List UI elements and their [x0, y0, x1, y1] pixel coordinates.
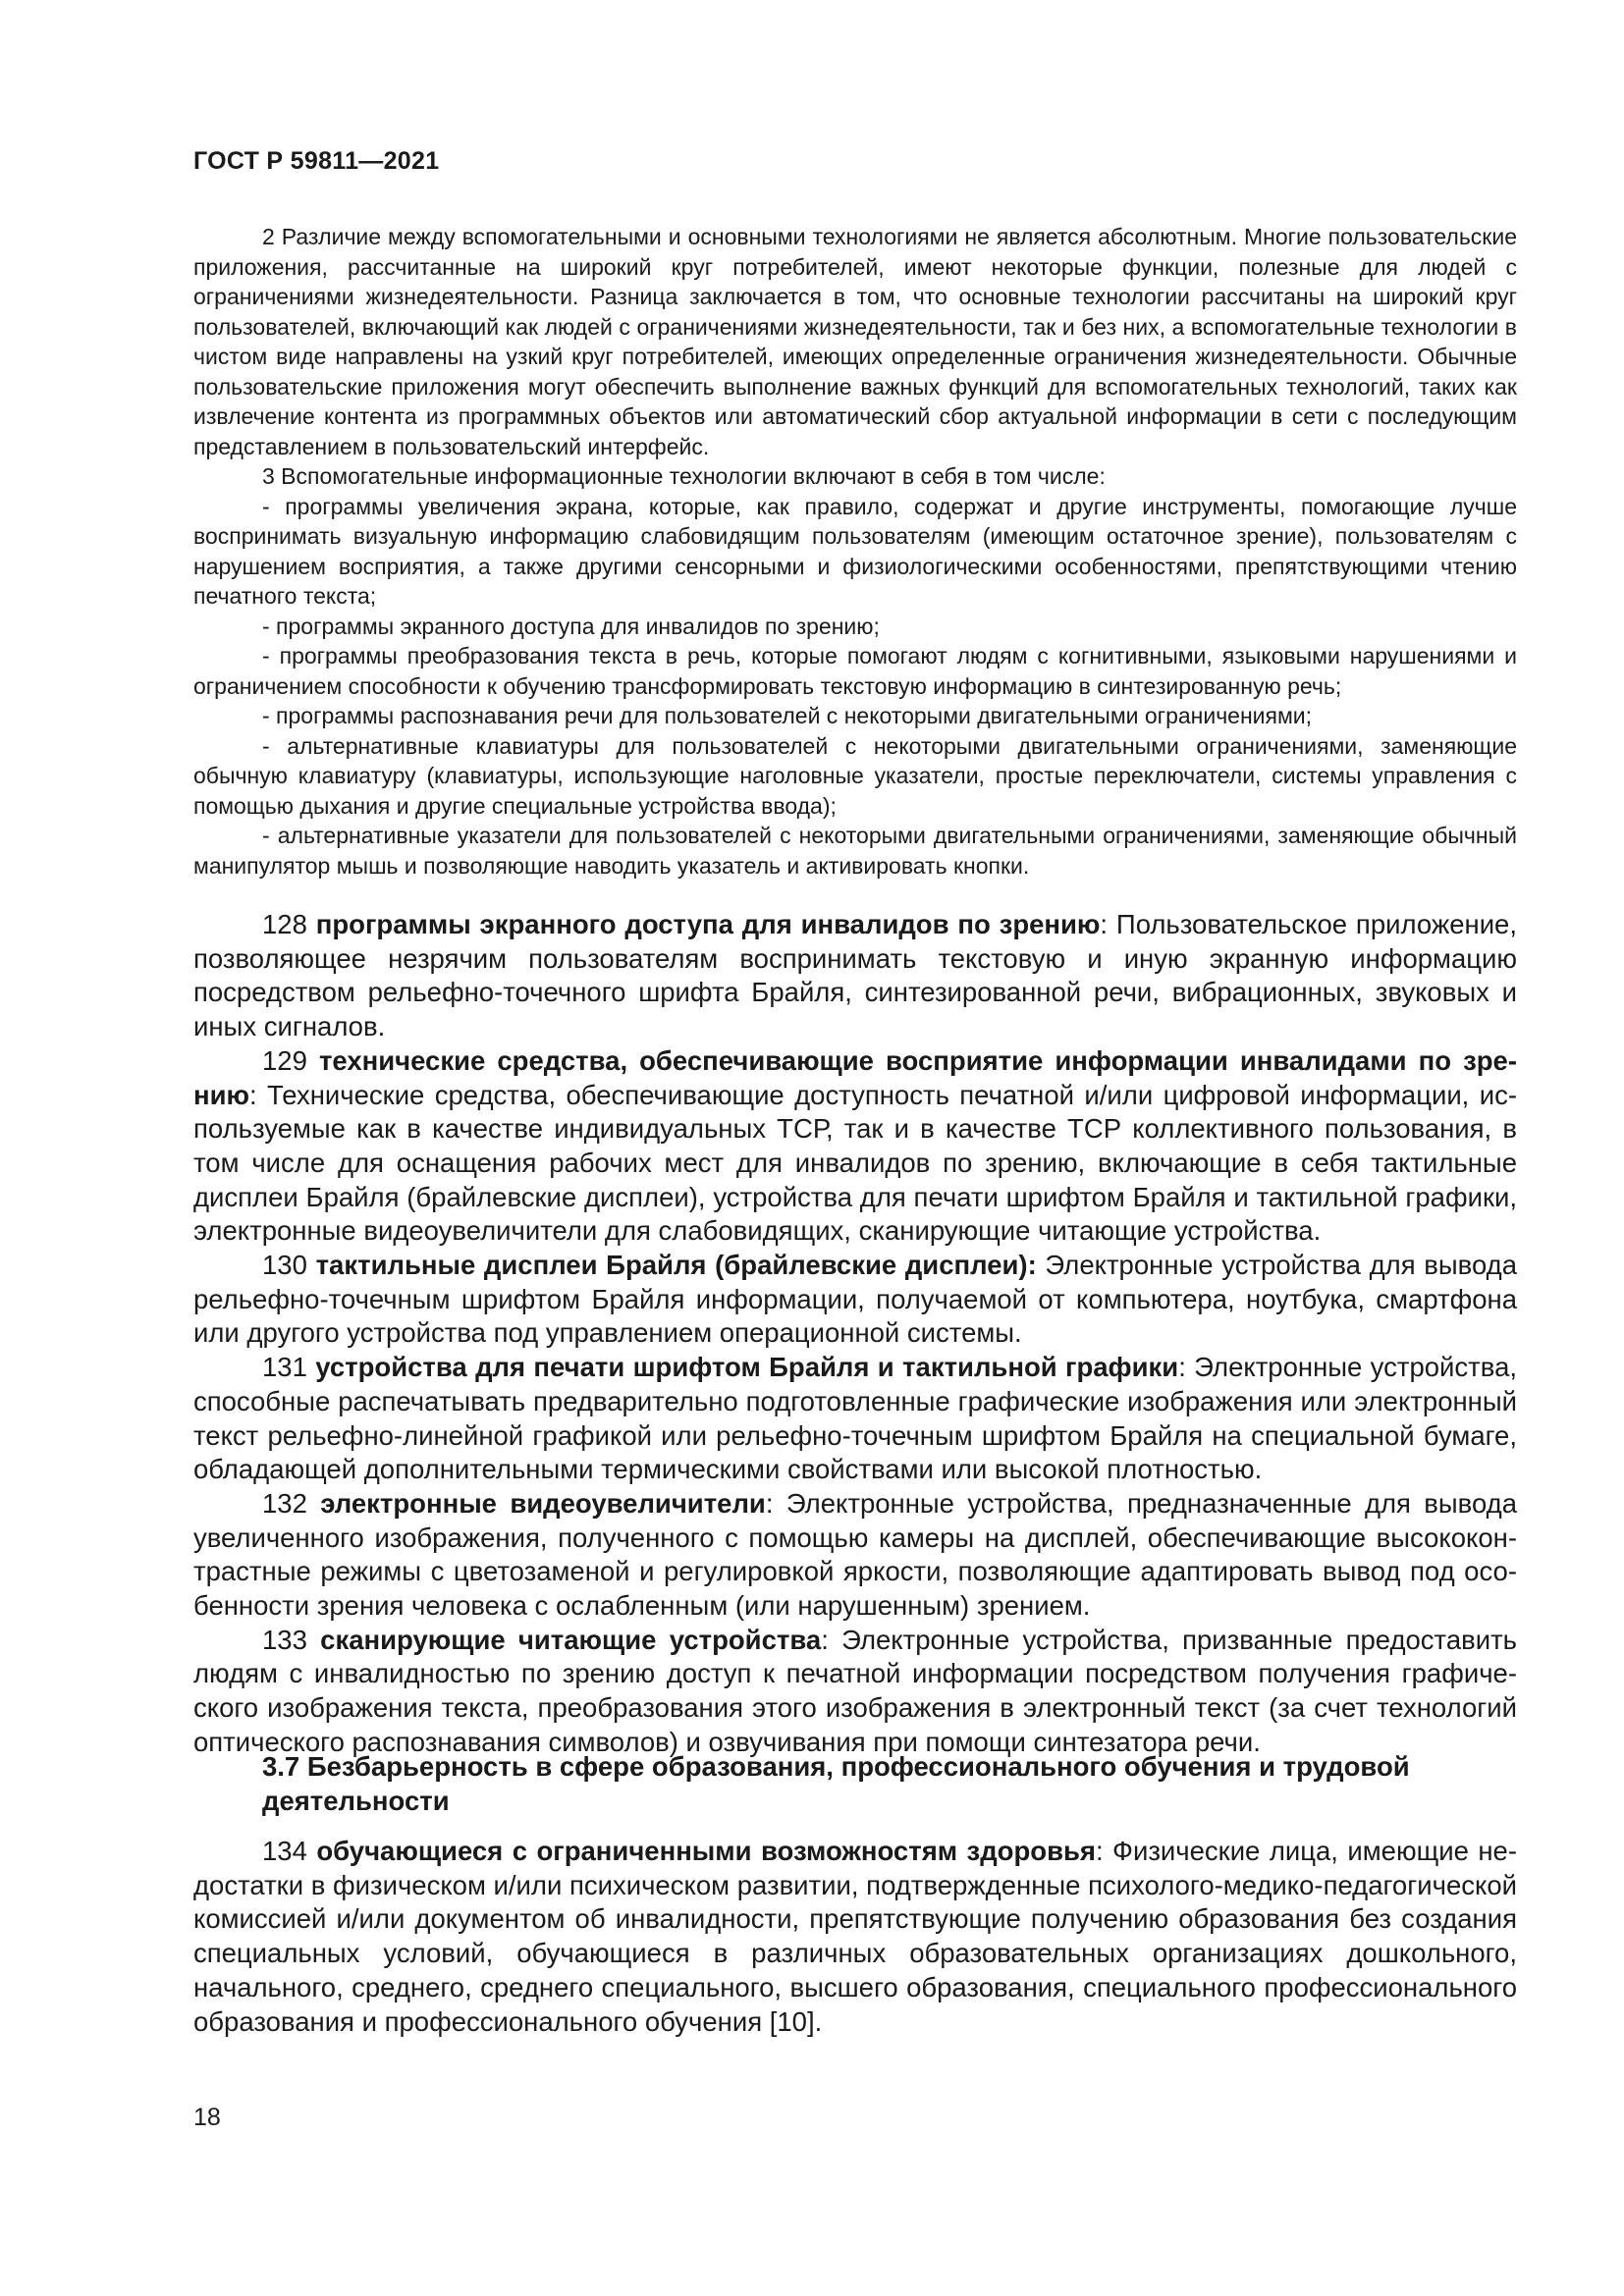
term-entry-132: [193, 1487, 1517, 1624]
term-definition: : Электронные устройства, способные распечатывать предварительно подготовленные графические изображения или электронный текст рельефно-линейной графикой или рельефно-точечным шрифтом Брайля на специальной бумаге, обладающей дополнительными термическими свойствами или высокой плотностью.: [193, 1352, 1517, 1485]
term-entry-131: [193, 1351, 1517, 1487]
term-definition: : Технические средства, обеспечивающие доступность печатной и/или цифровой информации, используемые как в качестве индивидуальных ТСР, так и в качестве ТСР коллективного пользования, в том числе для оснащения рабочих мест для инвалидов по зрению, включающие в себя тактильные дисплеи Брайля (брайлевские дисплеи), устройства для печати шрифтом Брайля и тактильной графики, электронные видеоувеличители для слабовидящих, сканирующие читающие устройства.: [193, 1079, 1517, 1247]
term-name: тактильные дисплеи Брайля (брайлевские дисплеи):: [315, 1250, 1037, 1281]
term-definition: : Пользовательское приложение, позволяющее незрячим пользователям воспринимать текстовую и иную экранную информацию посредством рельефно-точечного шрифта Брайля, синтезированной речи, вибрационных, звуковых и иных сигналов.: [193, 909, 1517, 1042]
page-number: 18: [193, 2104, 221, 2131]
note-3-item: - программы преобразования текста в речь, которые помогают людям с когнитивными, языковыми нарушениями и ограничением способности к обучению трансформировать текстовую информацию в синтезированную речь;: [193, 643, 1517, 699]
note-2: 2 Различие между вспомогательными и основными технологиями не является абсолютным. Многие пользовательские приложения, рассчитанные на широкий круг потребителей, имеют некоторые функции, полезные для людей с ограничениями жизнедеятельности. Разница заключается в том, что основные технологии рассчитаны на широкий круг пользователей, включающий как людей с ограничениями жизнедеятельности, так и без них, а вспомогательные технологии в чистом виде направлены на узкий круг потребителей, имеющих определенные ограничения жизнедеятельности. Обычные пользовательские приложения могут обеспечить выполнение важных функций для вспомогательных технологий, таких как извлечение контента из программных объектов или автоматический сбор актуальной информации в сети с последующим представлением в пользовательский интерфейс.: [193, 224, 1517, 459]
term-definition: : Физические лица, имеющие недостатки в физическом и/или психическом развитии, подтвержденные психолого-медико-педагогической комиссией и/или документом об инвалидности, препятствующие получению образования без создания специальных условий, обучающиеся в различных образовательных организациях дошкольного, начального, среднего, среднего специального, высшего образования, специального профессионального образования и профессионального обучения [10].: [193, 1836, 1517, 2037]
term-name: электронные видеоувеличители: [320, 1487, 766, 1519]
term-number: 134: [262, 1836, 307, 1866]
term-entry-128: [193, 908, 1517, 1044]
term-definition: Электронные устройства для вывода рельефно-точечным шрифтом Брайля информации, получаемой от компьютера, ноутбука, смартфона или другого устройства под управлением операционной системы.: [193, 1250, 1518, 1349]
term-entry-134: [193, 1835, 1517, 2039]
term-entry-133: [193, 1624, 1517, 1760]
term-name: устройства для печати шрифтом Брайля и тактильной графики: [315, 1352, 1179, 1383]
term-number: 129: [262, 1044, 307, 1076]
terms-block: [193, 908, 1517, 1760]
term-name: сканирующие читающие устройства: [320, 1624, 822, 1655]
note-3-item: - программы увеличения экрана, которые, как правило, содержат и другие инструменты, помогающие лучше воспринимать визуальную информацию слабовидящим пользователям (имеющим остаточное зрение), пользователям с нарушением восприятия, а также другими сенсорными и физиологическими особенностями, препятствующими чтению печатного текста;: [193, 493, 1517, 609]
term-number: 133: [262, 1624, 307, 1655]
term-name: технические средства, обеспечивающие восприятие информации инвалидами по зрению: [193, 1044, 1518, 1110]
terms-block-section-3-7: [193, 1835, 1517, 2039]
document-code-header: ГОСТ Р 59811—2021: [193, 147, 440, 175]
term-name: программы экранного доступа для инвалидов по зрению: [315, 909, 1101, 939]
term-number: 131: [262, 1352, 307, 1383]
term-entry-129: [193, 1044, 1517, 1249]
term-name: обучающиеся с ограниченными возможностям здоровья: [316, 1836, 1096, 1866]
notes-block: [193, 222, 1517, 881]
term-definition: : Электронные устройства, призванные предоставить людям с инвалидностью по зрению доступ к печатной информации посредством получения графического изображения текста, преобразования этого изображения в электронный текст (за счет технологий оптического распознавания символов) и озвучивания при помощи синтезатора речи.: [193, 1624, 1518, 1757]
note-3-item: - альтернативные указатели для пользователей с некоторыми двигательными ограничениями, заменяющие обычный манипулятор мышь и позволяющие наводить указатель и активировать кнопки.: [193, 823, 1517, 879]
term-number: 132: [262, 1487, 307, 1519]
term-entry-130: [193, 1249, 1517, 1351]
term-definition: : Электронные устройства, предназначенные для вывода увеличенного изображения, полученного с помощью камеры на дисплей, обеспечивающие высококонтрастные режимы с цветозаменой и регулировкой яркости, позволяющие адаптировать вывод под особенности зрения человека с ослабленным (или нарушенным) зрением.: [193, 1487, 1518, 1622]
term-number: 128: [262, 909, 307, 939]
note-3-item: - альтернативные клавиатуры для пользователей с некоторыми двигательными ограничениями, заменяющие обычную клавиатуру (клавиатуры, использующие наголовные указатели, простые переключатели, системы управления с помощью дыхания и другие специальные устройства ввода);: [193, 732, 1517, 819]
term-number: 130: [262, 1250, 307, 1281]
note-3-intro: 3 Вспомогательные информационные технологии включают в себя в том числе:: [262, 463, 1106, 489]
note-3-item: - программы экранного доступа для инвалидов по зрению;: [262, 613, 880, 639]
section-heading: 3.7 Безбарьерность в сфере образования, профессионального обучения и трудовой деятельности: [262, 1751, 1410, 1816]
note-3-item: - программы распознавания речи для пользователей с некоторыми двигательными ограничениями;: [262, 703, 1313, 728]
